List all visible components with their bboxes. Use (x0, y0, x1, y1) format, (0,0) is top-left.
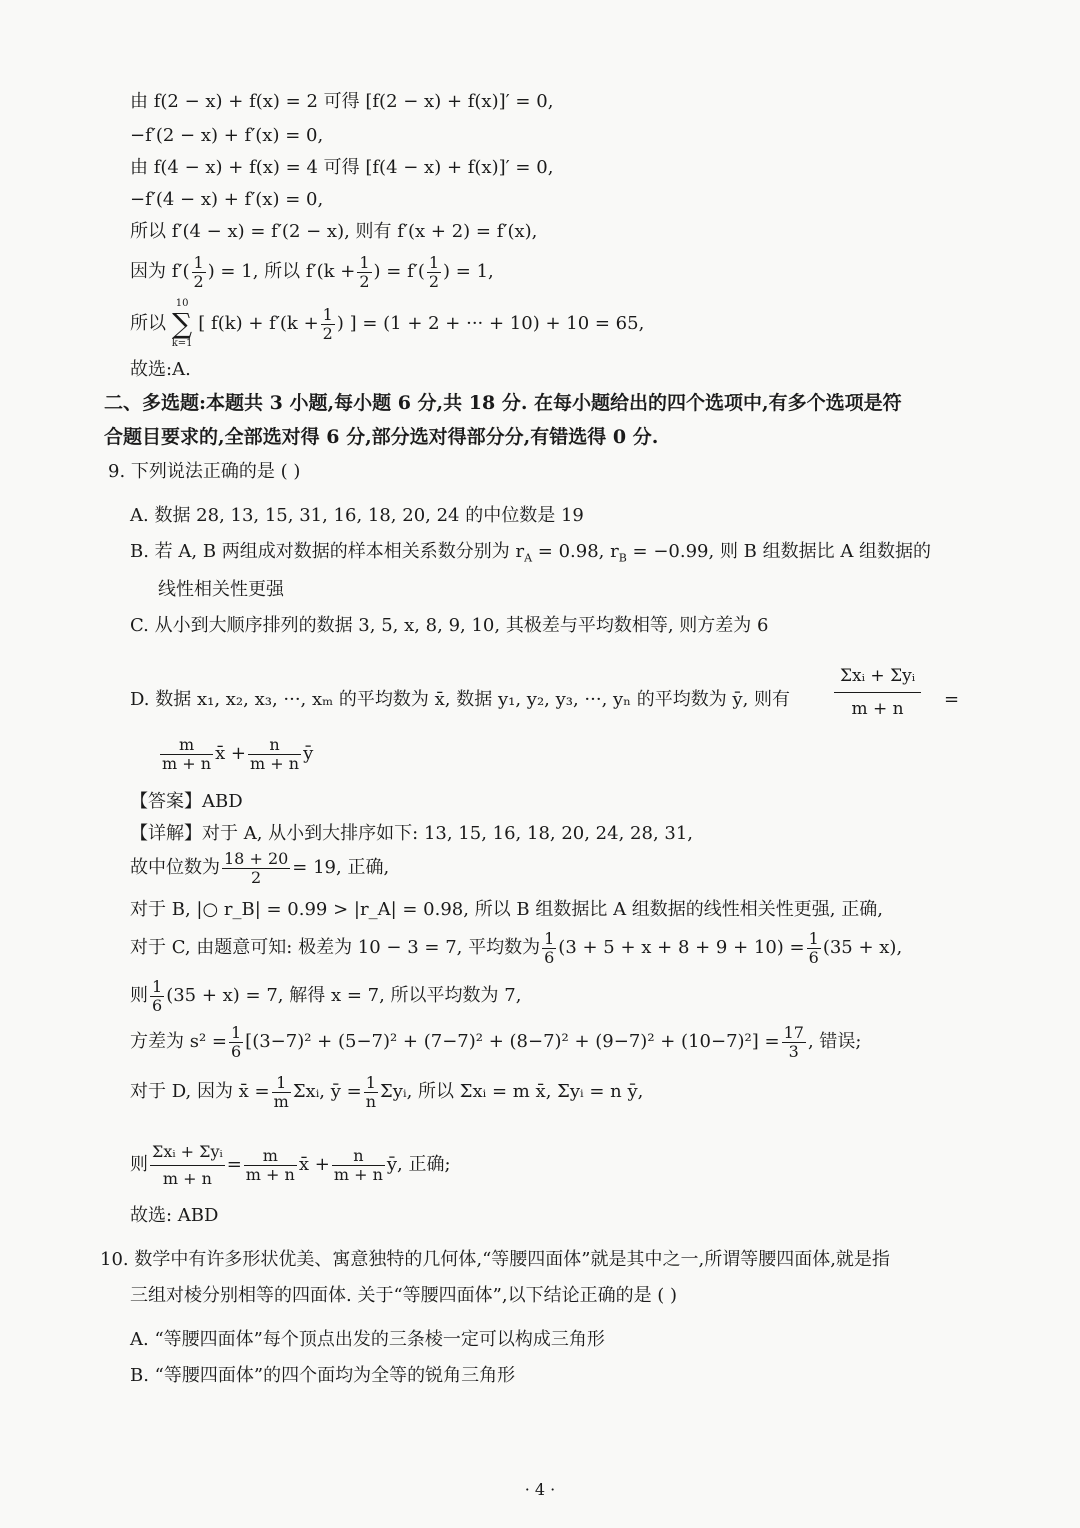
fraction: $\frac{m}{m + n}$ (162, 734, 212, 773)
q9-explain-4 (130, 928, 902, 968)
text: B. 若 A, B 两组成对数据的样本相关系数分别为 r (130, 541, 525, 562)
text: 对于 C, 由题意可知: 极差为 10 − 3 = 7, 平均数为 (130, 937, 541, 958)
q9-answer: 【答案】ABD (130, 791, 243, 812)
text: [(3−7)² + (5−7)² + (7−7)² + (8−7)² + (9−7)² + (10−7)²] = (245, 1031, 780, 1052)
fraction: $\frac{18 + 20}{2}$ (224, 848, 289, 887)
text: ȳ (303, 743, 314, 764)
text: 则 (130, 985, 148, 1006)
sol8-line-2: −f′(2 − x) + f′(x) = 0, (130, 125, 324, 146)
text: 所以 (130, 313, 166, 334)
q9-explain-8 (130, 1130, 451, 1200)
text: Σyᵢ, 所以 Σxᵢ = m x̄, Σyᵢ = n ȳ, (380, 1081, 644, 1102)
text: = (226, 1154, 242, 1175)
sol8-line-1: 由 f(2 − x) + f(x) = 2 可得 [f(2 − x) + f(x)]′ = 0, (130, 91, 554, 112)
text: 对于 D, 因为 x̄ = (130, 1081, 270, 1102)
q9-option-b-line-2: 线性相关性更强 (158, 579, 284, 600)
q9-explain-6 (130, 1022, 861, 1062)
sol8-line-8: 故选:A. (130, 359, 191, 380)
text: x̄ + (215, 743, 247, 764)
q9-explain-3: 对于 B, |○ r_B| = 0.99 > |r_A| = 0.98, 所以 B 组数据比 A 组数据的线性相关性更强, 正确, (130, 899, 883, 920)
text: ) = 1, 所以 f′(k + (207, 261, 356, 282)
summation: 10 ∑ k=1 (171, 298, 193, 349)
text: ȳ, 正确; (386, 1154, 451, 1175)
fraction: $\frac{n}{m + n}$ (250, 734, 300, 773)
sol8-line-6 (130, 252, 494, 292)
sol8-line-7 (130, 298, 644, 350)
q10-stem-line-2: 三组对棱分别相等的四面体. 关于“等腰四面体”,以下结论正确的是 ( ) (130, 1285, 678, 1306)
subscript: A (524, 551, 533, 565)
q9-option-c: C. 从小到大顺序排列的数据 3, 5, x, 8, 9, 10, 其极差与平均数相等, 则方差为 6 (130, 615, 769, 636)
text: ) ] = (1 + 2 + ··· + 10) + 10 = 65, (336, 313, 645, 334)
sol8-line-3: 由 f(4 − x) + f(x) = 4 可得 [f(4 − x) + f(x)]′ = 0, (130, 157, 554, 178)
text: Σxᵢ, ȳ = (292, 1081, 362, 1102)
fraction: $\frac{1}{2}$ (359, 252, 370, 291)
fraction: $\frac{\text{Σxᵢ + Σyᵢ}}{m + n}$ (150, 1139, 225, 1192)
fraction: $\frac{1}{2}$ (193, 252, 204, 291)
q9-option-b-line-1 (130, 538, 931, 573)
q9-option-d-equals: = (944, 689, 960, 710)
sol8-line-5: 所以 f′(4 − x) = f′(2 − x), 则有 f′(x + 2) = f′(x), (130, 221, 538, 242)
text: , 错误; (807, 1031, 862, 1052)
text: [ f(k) + f′(k + (198, 313, 319, 334)
fraction: $\frac{1}{n}$ (365, 1072, 377, 1111)
text: = 0.98, r (532, 541, 619, 562)
fraction: $\frac{1}{6}$ (230, 1022, 242, 1061)
q9-explain-2 (130, 848, 389, 888)
q9-option-d-line-2 (158, 732, 313, 776)
section-2-line-1: 二、多选题:本题共 3 小题,每小题 6 分,共 18 分. 在每小题给出的四个选项中,有多个选项是符 (104, 392, 902, 414)
subscript: B (618, 551, 627, 565)
q9-explain-7 (130, 1070, 643, 1114)
text: (35 + x) = 7, 解得 x = 7, 所以平均数为 7, (166, 985, 522, 1006)
fraction: $\frac{n}{m + n}$ (333, 1145, 383, 1184)
text: 方差为 s² = (130, 1031, 227, 1052)
sol8-line-4: −f′(4 − x) + f′(x) = 0, (130, 189, 324, 210)
fraction: $\frac{1}{m}$ (273, 1072, 289, 1111)
text: (35 + x), (822, 937, 903, 958)
q9-stem: 9. 下列说法正确的是 ( ) (108, 461, 301, 482)
text: = 19, 正确, (292, 857, 390, 878)
q10-option-a: A. “等腰四面体”每个顶点出发的三条棱一定可以构成三角形 (130, 1329, 605, 1350)
section-2-line-2: 合题目要求的,全部选对得 6 分,部分选对得部分分,有错选得 0 分. (104, 426, 659, 448)
text: 则 (130, 1154, 148, 1175)
fraction: $\frac{1}{6}$ (152, 976, 163, 1015)
q9-option-d-line-1: D. 数据 x₁, x₂, x₃, ···, xₘ 的平均数为 x̄, 数据 y₁, y₂, y₃, ···, yₙ 的平均数为 ȳ, 则有 (130, 689, 791, 710)
q9-explain-9: 故选: ABD (130, 1205, 219, 1226)
page-number: · 4 · (524, 1480, 556, 1499)
fraction: $\frac{1}{2}$ (428, 252, 440, 291)
fraction: $\frac{1}{2}$ (322, 304, 333, 343)
text: ) = 1, (443, 261, 494, 282)
q9-option-a: A. 数据 28, 13, 15, 31, 16, 18, 20, 24 的中位数是 19 (130, 505, 584, 526)
text: ) = f′( (373, 261, 425, 282)
q10-option-b: B. “等腰四面体”的四个面均为全等的锐角三角形 (130, 1365, 516, 1386)
text: 故中位数为 (130, 857, 220, 878)
fraction: $\frac{17}{3}$ (783, 1022, 804, 1061)
q9-explain-5 (130, 976, 521, 1016)
text: 因为 f′( (130, 261, 190, 282)
fraction: $\frac{1}{6}$ (808, 928, 819, 967)
text: x̄ + (298, 1154, 330, 1175)
fraction: $\frac{m}{m + n}$ (245, 1145, 295, 1184)
q10-stem-line-1: 10. 数学中有许多形状优美、寓意独特的几何体,“等腰四面体”就是其中之一,所谓等腰四面体,就是指 (100, 1249, 890, 1270)
q9-explain-1: 【详解】对于 A, 从小到大排序如下: 13, 15, 16, 18, 20, 24, 28, 31, (130, 823, 694, 844)
text: (3 + 5 + x + 8 + 9 + 10) = (558, 937, 805, 958)
fraction: $\frac{1}{6}$ (544, 928, 555, 967)
q9-option-d-fraction: $\frac{\text{Σxᵢ + Σyᵢ}}{m + n}$ (832, 660, 923, 725)
text: = −0.99, 则 B 组数据比 A 组数据的 (626, 541, 932, 562)
